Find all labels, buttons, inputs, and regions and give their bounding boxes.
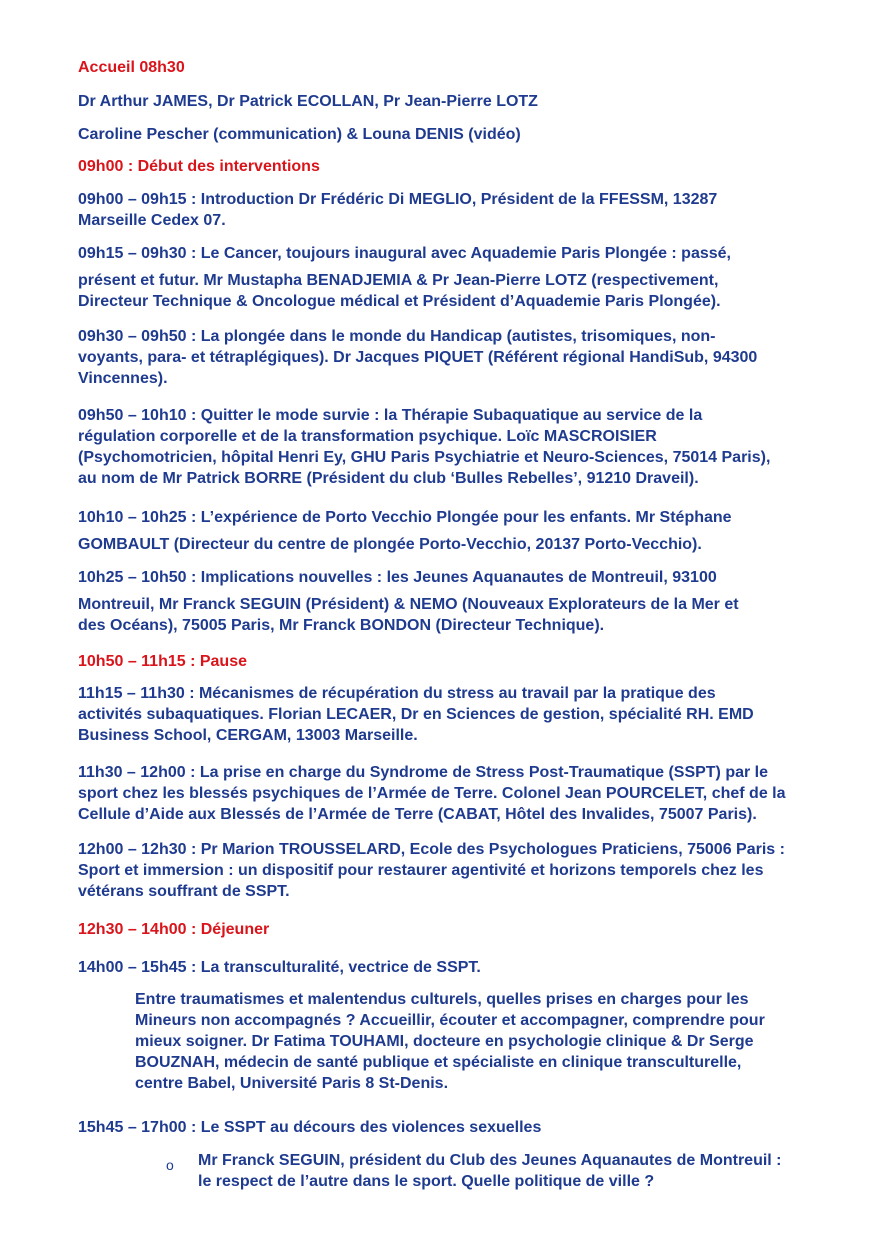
program-line: régulation corporelle et de la transformation psychique. Loïc MASCROISIER (78, 428, 657, 445)
program-line: Mr Franck SEGUIN, président du Club des Jeunes Aquanautes de Montreuil : (198, 1152, 782, 1169)
program-line: sport chez les blessés psychiques de l’Armée de Terre. Colonel Jean POURCELET, chef de la (78, 785, 786, 802)
program-line: activités subaquatiques. Florian LECAER, Dr en Sciences de gestion, spécialité RH. EMD (78, 706, 754, 723)
program-line: BOUZNAH, médecin de santé publique et spécialiste en clinique transculturelle, (135, 1054, 742, 1071)
program-line: Entre traumatismes et malentendus culturels, quelles prises en charges pour les (135, 991, 749, 1008)
program-line: GOMBAULT (Directeur du centre de plongée Porto-Vecchio, 20137 Porto-Vecchio). (78, 536, 702, 553)
program-line: (Psychomotricien, hôpital Henri Ey, GHU Paris Psychiatrie et Neuro-Sciences, 75014 Paris), (78, 449, 771, 466)
program-line: 10h25 – 10h50 : Implications nouvelles : les Jeunes Aquanautes de Montreuil, 93100 (78, 569, 717, 586)
program-line: des Océans), 75005 Paris, Mr Franck BONDON (Directeur Technique). (78, 617, 605, 634)
program-line: 11h30 – 12h00 : La prise en charge du Syndrome de Stress Post-Traumatique (SSPT) par le (78, 764, 769, 781)
program-line: 09h30 – 09h50 : La plongée dans le monde du Handicap (autistes, trisomiques, non- (78, 328, 716, 345)
program-line: Mineurs non accompagnés ? Accueillir, écouter et accompagner, comprendre pour (135, 1012, 765, 1029)
program-item-0950 (78, 405, 823, 489)
accueil-heading: Accueil 08h30 (78, 59, 185, 76)
program-line: 10h10 – 10h25 : L’expérience de Porto Vecchio Plongée pour les enfants. Mr Stéphane (78, 509, 732, 526)
program-line: Montreuil, Mr Franck SEGUIN (Président) & NEMO (Nouveaux Explorateurs de la Mer et (78, 596, 739, 613)
program-line: voyants, para- et tétraplégiques). Dr Jacques PIQUET (Référent régional HandiSub, 94300 (78, 349, 758, 366)
program-item-0915 (78, 243, 823, 312)
program-line: 12h00 – 12h30 : Pr Marion TROUSSELARD, Ecole des Psychologues Praticiens, 75006 Paris : (78, 841, 785, 858)
program-item-1025 (78, 567, 823, 636)
session-transculturalite: 14h00 – 15h45 : La transculturalité, vectrice de SSPT. (78, 959, 481, 976)
program-line: 09h50 – 10h10 : Quitter le mode survie : la Thérapie Subaquatique au service de la (78, 407, 703, 424)
program-line: centre Babel, Université Paris 8 St-Denis. (135, 1075, 449, 1092)
program-line: Business School, CERGAM, 13003 Marseille. (78, 727, 418, 744)
session-violences-sexuelles: 15h45 – 17h00 : Le SSPT au décours des violences sexuelles (78, 1119, 542, 1136)
program-item-1115 (78, 683, 823, 746)
program-line: 09h00 – 09h15 : Introduction Dr Frédéric Di MEGLIO, Président de la FFESSM, 13287 (78, 191, 718, 208)
program-line: 11h15 – 11h30 : Mécanismes de récupération du stress au travail par la pratique des (78, 685, 716, 702)
program-line: Cellule d’Aide aux Blessés de l’Armée de Terre (CABAT, Hôtel des Invalides, 75007 Paris). (78, 806, 757, 823)
program-line: mieux soigner. Dr Fatima TOUHAMI, docteure en psychologie clinique & Dr Serge (135, 1033, 754, 1050)
welcome-speakers: Dr Arthur JAMES, Dr Patrick ECOLLAN, Pr Jean-Pierre LOTZ (78, 93, 538, 110)
dejeuner-heading: 12h30 – 14h00 : Déjeuner (78, 921, 270, 938)
program-line: Directeur Technique & Oncologue médical et Président d’Aquademie Paris Plongée). (78, 293, 721, 310)
session-transculturalite-detail (135, 989, 810, 1094)
program-line: Vincennes). (78, 370, 168, 387)
program-item-1130 (78, 762, 823, 825)
program-line: Marseille Cedex 07. (78, 212, 226, 229)
bullet-item (198, 1150, 828, 1192)
communication-credits: Caroline Pescher (communication) & Louna DENIS (vidéo) (78, 126, 521, 143)
pause-heading: 10h50 – 11h15 : Pause (78, 653, 247, 670)
program-line: au nom de Mr Patrick BORRE (Président du club ‘Bulles Rebelles’, 91210 Draveil). (78, 470, 699, 487)
program-item-1010 (78, 507, 823, 555)
program-item-0930 (78, 326, 823, 389)
program-item-1200 (78, 839, 823, 902)
program-line: présent et futur. Mr Mustapha BENADJEMIA & Pr Jean-Pierre LOTZ (respectivement, (78, 272, 719, 289)
program-line: 09h15 – 09h30 : Le Cancer, toujours inaugural avec Aquademie Paris Plongée : passé, (78, 245, 731, 262)
debut-heading: 09h00 : Début des interventions (78, 158, 320, 175)
program-item-0900 (78, 189, 823, 231)
program-line: le respect de l’autre dans le sport. Quelle politique de ville ? (198, 1173, 655, 1190)
program-line: vétérans souffrant de SSPT. (78, 883, 290, 900)
program-line: Sport et immersion : un dispositif pour restaurer agentivité et horizons temporels chez les (78, 862, 764, 879)
bullet-circle-icon: o (166, 1157, 174, 1173)
